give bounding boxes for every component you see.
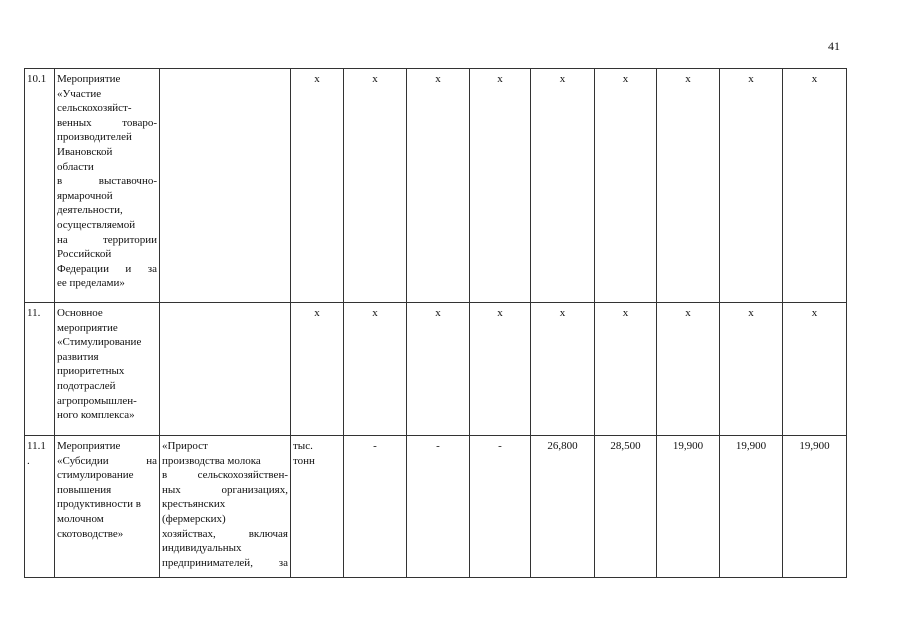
row-number: 11. bbox=[25, 303, 55, 436]
event-name: Мероприятие «Участие сельскохозяйст- венных товаро- производителей Ивановской области в выставочно- ярмарочной деятельности, осуществляемой на территории Российской Федерации и за ее пределами» bbox=[55, 69, 160, 303]
program-table bbox=[24, 68, 847, 578]
value-cell: х bbox=[470, 69, 531, 303]
indicator-name bbox=[160, 303, 291, 436]
value-cell: х bbox=[783, 69, 847, 303]
row-number: 11.1 . bbox=[25, 436, 55, 578]
value-cell: х bbox=[595, 303, 657, 436]
value-cell: 19,900 bbox=[657, 436, 720, 578]
table-row bbox=[25, 436, 847, 578]
table-row bbox=[25, 303, 847, 436]
value-cell: 28,500 bbox=[595, 436, 657, 578]
value-cell: - bbox=[407, 436, 470, 578]
value-cell: х bbox=[720, 303, 783, 436]
event-name: Основное мероприятие «Стимулирование развития приоритетных подотраслей агропромышлен- ного комплекса» bbox=[55, 303, 160, 436]
value-cell: х bbox=[657, 303, 720, 436]
value-cell: х bbox=[407, 69, 470, 303]
row-number: 10.1 bbox=[25, 69, 55, 303]
value-cell: х bbox=[531, 303, 595, 436]
value-cell: х bbox=[291, 69, 344, 303]
value-cell: - bbox=[344, 436, 407, 578]
indicator-name bbox=[160, 69, 291, 303]
value-cell: 26,800 bbox=[531, 436, 595, 578]
value-cell: х bbox=[595, 69, 657, 303]
value-cell: х bbox=[344, 69, 407, 303]
value-cell: 19,900 bbox=[720, 436, 783, 578]
value-cell: - bbox=[470, 436, 531, 578]
value-cell: х bbox=[720, 69, 783, 303]
value-cell: х bbox=[291, 303, 344, 436]
page-number: 41 bbox=[828, 39, 840, 53]
table-row bbox=[25, 69, 847, 303]
indicator-name: «Прирост производства молока в сельскохозяйствен- ных организациях, крестьянских (фермерских) хозяйствах, включая индивидуальных предпринимателей, за bbox=[160, 436, 291, 578]
value-cell: 19,900 bbox=[783, 436, 847, 578]
value-cell: х bbox=[344, 303, 407, 436]
event-name: Мероприятие «Субсидии на стимулирование повышения продуктивности в молочном скотоводстве» bbox=[55, 436, 160, 578]
unit-cell: тыс. тонн bbox=[291, 436, 344, 578]
value-cell: х bbox=[657, 69, 720, 303]
value-cell: х bbox=[783, 303, 847, 436]
value-cell: х bbox=[470, 303, 531, 436]
value-cell: х bbox=[531, 69, 595, 303]
value-cell: х bbox=[407, 303, 470, 436]
